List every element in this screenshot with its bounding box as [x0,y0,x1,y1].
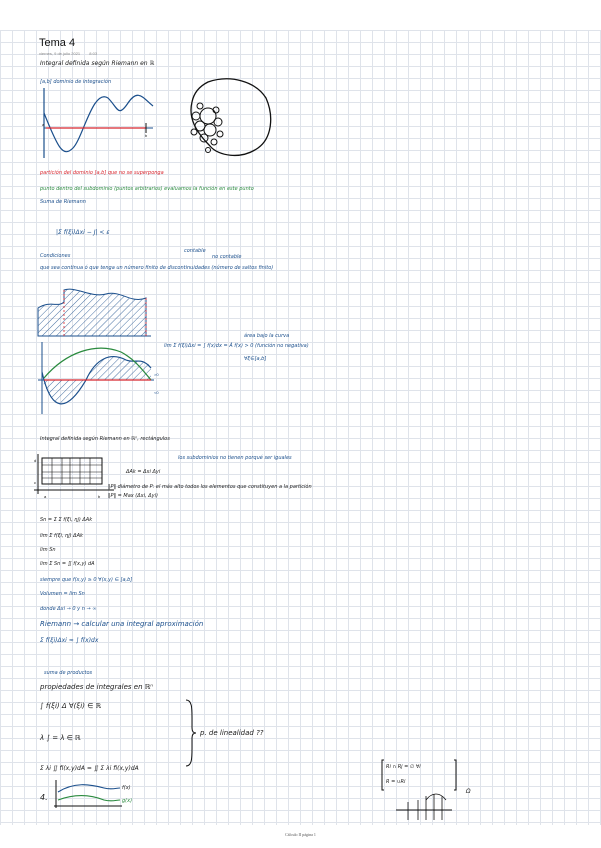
conditions-text: que sea continua ó que tenga un número finito de discontinuidades (número de saltos finito) [40,265,274,271]
diameter-note: ‖P‖ diámetro de P: el más alto todos los elementos que constituyen a la partición [108,484,312,490]
no-contable-note: no contable [212,254,242,260]
graph-domain [38,88,158,163]
svg-text:<0: <0 [154,390,159,395]
svg-text:a: a [42,122,45,127]
svg-text:b: b [145,133,148,138]
svg-text:a: a [44,494,47,499]
page-date: viernes, 9 de julio 2021 [39,51,81,56]
svg-text:b: b [98,494,101,499]
property-4-number: 4. [40,793,48,802]
page-footer: Cálculo II página 1 [285,832,316,837]
area-note: área bajo la curva [244,333,290,339]
svg-text:d: d [34,458,37,463]
curve-f-label: f(x) [122,785,131,791]
eq-where: donde Δxi → 0 y n → ∞ [40,606,97,612]
set-expression-2: R = ∪Ri [386,779,406,785]
abs-expression: |Σ f(ξi)Δxi − J| < ε [56,229,110,236]
eq-volume: Volumen = lim Sn [40,591,85,597]
limit-sub: ∀ξ∈[a,b] [244,356,267,362]
eq-sn: Sn = Σ Σ f(ξi, ηj) ΔAk [40,517,93,523]
eq-lim-sum: lim Σ f(ξi, ηj) ΔAk [40,533,83,539]
riemann-sum-label: Suma de Riemann [40,199,86,205]
domain-blob-diagram [186,76,276,160]
conditions-label: Condiciones [40,253,71,259]
graph-hatched-area [36,278,156,342]
heading-product-sum: suma de productos [44,670,93,676]
page-title: Tema 4 [39,37,76,49]
linearity-label: p. de linealidad ?? [200,729,264,737]
volume-expression: ΔAk = Δxi Δyi [126,469,161,475]
riemann-arrow-note: Riemann → calcular una integral aproximación [40,620,204,628]
eq-approximation: Σ f(ξi)Δxi ≈ ∫ f(x)dx [40,637,99,644]
diameter-def: ‖P‖ = Max (Δxi, Δyi) [108,493,158,499]
set-expression-1: Ri ∩ Rj = ∅ ∀i [386,764,421,770]
eq-lim-sn: lim Sn [40,547,56,553]
region-diagram [396,790,466,820]
page-time: 8:03 [89,51,98,56]
point-choice-note: punto dentro del subdominio (puntos arbitrarios) evaluamos la función en este punto [40,186,254,192]
graph-signed-area [36,342,161,417]
rect-note: los subdominios no tienen porqué ser iguales [178,455,292,461]
svg-text:>0: >0 [154,372,159,377]
domain-note: [a,b] dominio de integración [40,79,112,85]
property-3: Σ λi ∬ fi(x,y)dA = ∬ Σ λi fi(x,y)dA [40,765,139,772]
heading-riemann-rn: Integral definida según Riemann en ℝⁿ, rectángulos [40,436,170,442]
property-1: ∫ f(ξi) Δ ∀(ξi) ∈ ℝ [40,702,102,710]
limit-expression: lim Σ f(ξi)Δxi = ∫ f(x)dx = Á f(x) > 0 (función no negativa) [164,343,309,349]
contable-note: contable [184,248,206,254]
linearity-brace [184,698,196,768]
svg-text:c: c [34,480,36,485]
curve-g-label: g(x) [122,798,133,804]
eq-double-integral: lim Σ Sn = ∬ f(x,y) dA [40,561,95,567]
heading-properties: propiedades de integrales en ℝⁿ [40,683,154,691]
heading-riemann-r: Integral definida según Riemann en ℝ [40,60,155,67]
page-meta [39,51,105,56]
partition-note: partición del dominio [a,b] que no se superponga [40,170,164,176]
omega-label: Ω [466,788,471,795]
eq-nonnegative: siempre que f(x,y) ≥ 0 ∀(x,y) ∈ [a,b] [40,577,133,583]
property-2: λ ∫ = λ ∈ ℝ [40,734,81,742]
rectangle-grid-diagram [34,454,116,500]
